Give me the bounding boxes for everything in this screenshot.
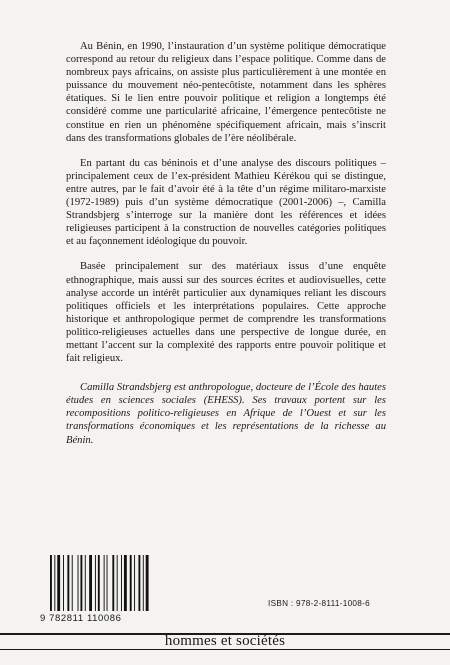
back-cover-text bbox=[66, 40, 386, 459]
barcode-digits: 9 782811 110086 bbox=[40, 613, 122, 624]
series-title: hommes et sociétés bbox=[164, 633, 286, 649]
ean13-barcode-icon bbox=[50, 555, 150, 611]
series-footer bbox=[0, 633, 450, 651]
barcode-block bbox=[40, 555, 150, 630]
summary-paragraph-3: Basée principalement sur des matériaux issus d’une enquête ethnographique, mais aussi sur des sources écrites et audiovisuelles, cette analyse accorde un intérêt particulier aux dynamiques reliant les discours politiques officiels et les interprétations populaires. Cette approche historique et anthropologique permet de comprendre les transformations politico-religieuses actuelles dans une perspective de longue durée, en mettant l’accent sur la complexité des rapports entre pouvoir politique et fait religieux. bbox=[66, 261, 386, 365]
summary-paragraph-2: En partant du cas béninois et d’une analyse des discours politiques – principalement ceux de l’ex-président Mathieu Kérékou qui se distingue, entre autres, par le fait d’avoir été à la tête d’un régime militaro-marxiste (1972-1989) puis d’un système démocratique (2001-2006) –, Camilla Strandsbjerg s’interroge sur la manière dont les références et idées religieuses participent à la construction de nouvelles catégories politiques et au façonnement idéologique du pouvoir. bbox=[66, 157, 386, 248]
footer-rule-bottom bbox=[0, 649, 450, 650]
summary-paragraph-1: Au Bénin, en 1990, l’instauration d’un système politique démocratique correspond au retour du religieux dans l’espace politique. Comme dans de nombreux pays africains, on assiste plus particulièrement à une montée en puissance du mouvement néo-pentecôtiste, notamment dans les sphères étatiques. Si le lien entre pouvoir politique et religion a longtemps été considéré comme une particularité africaine, l’émergence pentecôtiste ne constitue en rien un phénomène spécifiquement africain, mais s’inscrit dans des transformations globales de l’ère néolibérale. bbox=[66, 41, 386, 144]
isbn-label: ISBN : 978-2-8111-1008-6 bbox=[268, 599, 371, 608]
author-bio: Camilla Strandsbjerg est anthropologue, docteure de l’École des hautes études en sciences sociales (EHESS). Ses travaux portent sur les recompositions politico-religieuses en Afrique de l’Ouest et sur les transformations économiques et les représentations de la richesse au Bénin. bbox=[66, 382, 386, 446]
